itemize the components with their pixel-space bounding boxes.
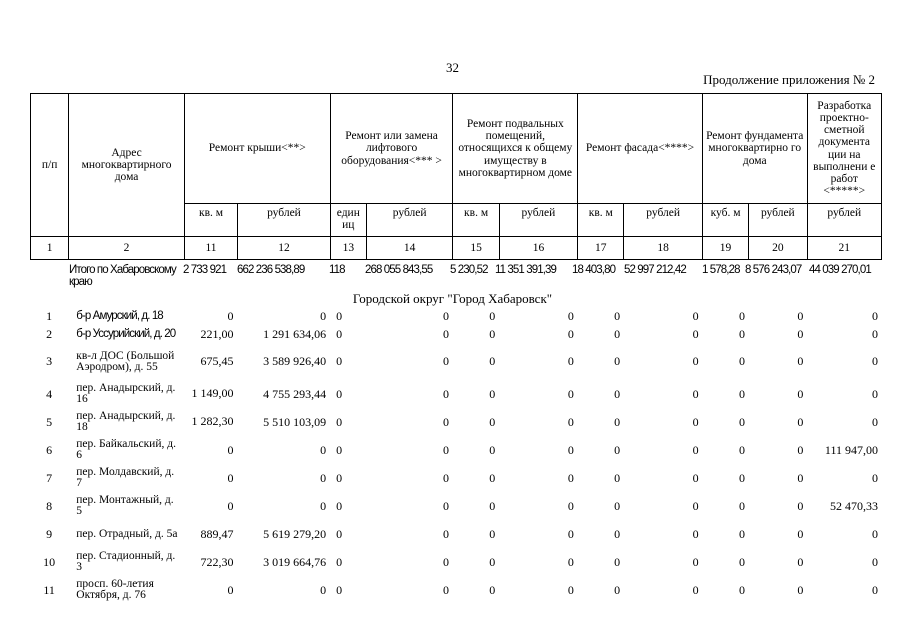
basement-rub-cell: 0 [567,326,574,341]
row-address: пер. Байкальский, д. 6 [76,438,176,461]
facade-rub-cell: 0 [692,526,699,541]
foundation-rub-cell: 0 [797,414,804,429]
roof-qty-cell: 722,30 [200,554,234,569]
elevator-rub-cell: 0 [442,554,449,569]
unit-roof-rub: рублей [238,204,331,237]
design-rub-cell: 0 [872,470,878,485]
page-number: 32 [446,60,459,75]
elevator-rub-cell: 0 [442,414,449,429]
roof-rub-cell: 3 019 664,76 [263,554,327,569]
column-number: 17 [578,237,624,260]
header-design: Разработка проектно-сметной документа ции на выполнени е работ <*****> [807,94,882,204]
foundation-qty-cell: 0 [738,442,745,457]
facade-qty-cell: 0 [614,554,621,569]
roof-qty-cell: 889,47 [200,526,234,541]
unit-elevator-rub: рублей [366,204,453,237]
basement-qty-cell: 0 [489,554,496,569]
design-rub-cell: 0 [872,554,878,569]
elevator-qty-cell: 0 [336,354,343,368]
section-title: Городской округ "Город Хабаровск" [352,291,553,306]
row-number: 11 [43,582,55,597]
total-facade-rub: 52 997 212,42 [624,264,686,276]
facade-rub-cell: 0 [692,470,699,485]
unit-foundation-rub: рублей [749,204,807,237]
column-number: 19 [702,237,748,260]
foundation-qty-cell: 0 [738,498,745,513]
roof-rub-cell: 1 291 634,06 [263,326,327,341]
foundation-qty-cell: 0 [738,308,745,323]
row-number: 5 [46,414,53,429]
basement-rub-cell: 0 [567,414,574,429]
row-address: пер. Анадырский, д. 16 [76,382,176,405]
foundation-qty-cell: 0 [738,386,745,401]
row-address: пер. Стадионный, д. 3 [76,550,176,573]
unit-design-rub: рублей [807,204,882,237]
table-row [30,548,882,576]
elevator-qty-cell: 0 [336,308,343,323]
roof-qty-cell: 0 [227,442,234,457]
basement-rub-cell: 0 [567,442,574,457]
design-rub-cell: 0 [872,526,878,541]
column-number: 20 [749,237,807,260]
header-table [30,93,882,260]
facade-qty-cell: 0 [614,326,621,341]
roof-qty-cell: 675,45 [200,354,234,368]
facade-rub-cell: 0 [692,554,699,569]
basement-qty-cell: 0 [489,414,496,429]
design-rub-cell: 52 470,33 [830,498,878,513]
roof-rub-cell: 0 [320,470,327,485]
foundation-qty-cell: 0 [738,326,745,341]
roof-rub-cell: 0 [320,582,327,597]
basement-qty-cell: 0 [489,326,496,341]
elevator-rub-cell: 0 [442,526,449,541]
column-number: 18 [624,237,702,260]
elevator-rub-cell: 0 [442,326,449,341]
row-number: 1 [46,308,53,323]
header-col-no: п/п [31,94,69,237]
total-design-rub: 44 039 270,01 [809,264,871,276]
row-number: 6 [46,442,53,457]
row-address: б-р Уссурийский, д. 20 [76,327,176,340]
basement-qty-cell: 0 [489,498,496,513]
foundation-rub-cell: 0 [797,386,804,401]
basement-qty-cell: 0 [489,526,496,541]
design-rub-cell: 0 [872,582,878,597]
row-number: 4 [46,386,53,401]
roof-rub-cell: 5 510 103,09 [263,414,327,429]
basement-rub-cell: 0 [567,386,574,401]
basement-qty-cell: 0 [489,386,496,401]
foundation-rub-cell: 0 [797,326,804,341]
row-number: 2 [46,326,53,341]
basement-rub-cell: 0 [567,554,574,569]
basement-rub-cell: 0 [567,354,574,368]
basement-qty-cell: 0 [489,582,496,597]
total-roof-qty: 2 733 921 [183,264,227,276]
roof-qty-cell: 0 [227,470,234,485]
design-rub-cell: 0 [872,308,878,323]
basement-qty-cell: 0 [489,354,496,368]
basement-rub-cell: 0 [567,582,574,597]
foundation-qty-cell: 0 [738,554,745,569]
facade-rub-cell: 0 [692,442,699,457]
elevator-qty-cell: 0 [336,582,343,597]
elevator-qty-cell: 0 [336,470,343,485]
table-row [30,343,882,380]
total-basement-rub: 11 351 391,39 [495,264,556,276]
elevator-qty-cell: 0 [336,526,343,541]
roof-rub-cell: 0 [320,498,327,513]
design-rub-cell: 111 947,00 [824,442,878,457]
basement-rub-cell: 0 [567,470,574,485]
row-number: 10 [43,554,56,569]
roof-qty-cell: 0 [227,308,234,323]
basement-qty-cell: 0 [489,308,496,323]
roof-qty-cell: 0 [227,498,234,513]
roof-qty-cell: 0 [227,582,234,597]
foundation-rub-cell: 0 [797,470,804,485]
elevator-rub-cell: 0 [442,442,449,457]
table-row [30,492,882,520]
roof-rub-cell: 5 619 279,20 [263,526,327,541]
total-elevator-rub: 268 055 843,55 [365,264,433,276]
foundation-rub-cell: 0 [797,354,804,368]
table-row [30,307,882,325]
unit-facade-rub: рублей [624,204,702,237]
elevator-qty-cell: 0 [336,386,343,401]
facade-rub-cell: 0 [692,354,699,368]
design-rub-cell: 0 [872,354,878,368]
facade-rub-cell: 0 [692,326,699,341]
elevator-qty-cell: 0 [336,414,343,429]
facade-qty-cell: 0 [614,498,621,513]
column-number: 11 [184,237,237,260]
foundation-rub-cell: 0 [797,582,804,597]
roof-rub-cell: 3 589 926,40 [263,354,327,368]
elevator-rub-cell: 0 [442,386,449,401]
table-row [30,408,882,436]
column-number: 16 [499,237,577,260]
foundation-rub-cell: 0 [797,308,804,323]
column-number: 13 [330,237,366,260]
basement-qty-cell: 0 [489,442,496,457]
elevator-rub-cell: 0 [442,470,449,485]
basement-rub-cell: 0 [567,498,574,513]
header-col-address: Адрес многоквартирного дома [69,94,185,237]
foundation-qty-cell: 0 [738,354,745,368]
header-facade: Ремонт фасада<****> [578,94,703,204]
roof-rub-cell: 0 [320,308,327,323]
row-number: 3 [46,354,53,368]
row-address: просп. 60-летия Октября, д. 76 [76,578,154,601]
facade-rub-cell: 0 [692,414,699,429]
table-row [30,520,882,548]
facade-qty-cell: 0 [614,414,621,429]
foundation-rub-cell: 0 [797,498,804,513]
total-elevator-qty: 118 [329,264,345,276]
table-row [30,436,882,464]
elevator-rub-cell: 0 [442,354,449,368]
unit-roof-qty: кв. м [184,204,237,237]
row-address: пер. Анадырский, д. 18 [76,410,176,433]
column-number: 12 [238,237,331,260]
row-number: 7 [46,470,53,485]
roof-qty-cell: 1 282,30 [191,414,234,429]
facade-rub-cell: 0 [692,386,699,401]
data-table [30,307,882,604]
table-row [30,325,882,343]
elevator-qty-cell: 0 [336,554,343,569]
unit-basement-rub: рублей [499,204,577,237]
unit-foundation-qty: куб. м [702,204,748,237]
facade-qty-cell: 0 [614,582,621,597]
total-foundation-rub: 8 576 243,07 [745,264,802,276]
row-address: пер. Отрадный, д. 5а [76,527,178,540]
unit-facade-qty: кв. м [578,204,624,237]
column-number: 21 [807,237,882,260]
foundation-rub-cell: 0 [797,526,804,541]
facade-qty-cell: 0 [614,354,621,368]
row-address: пер. Монтажный, д. 5 [76,494,174,517]
elevator-qty-cell: 0 [336,498,343,513]
elevator-qty-cell: 0 [336,442,343,457]
column-number: 15 [453,237,499,260]
header-foundation: Ремонт фундамента многоквартирно го дома [702,94,807,204]
facade-rub-cell: 0 [692,308,699,323]
basement-rub-cell: 0 [567,308,574,323]
appendix-note: Продолжение приложения № 2 [703,72,875,87]
basement-rub-cell: 0 [567,526,574,541]
row-address: б-р Амурский, д. 18 [76,309,163,322]
facade-qty-cell: 0 [614,526,621,541]
row-address: кв-л ДОС (Большой Аэродром), д. 55 [76,349,175,373]
table-row [30,464,882,492]
total-label: Итого по Хабаровскому краю [69,264,176,289]
column-number: 1 [31,237,69,260]
elevator-rub-cell: 0 [442,498,449,513]
column-number: 2 [69,237,185,260]
header-basement: Ремонт подвальных помещений, относящихся к общему имуществу в многоквартирном доме [453,94,578,204]
unit-basement-qty: кв. м [453,204,499,237]
facade-qty-cell: 0 [614,386,621,401]
roof-qty-cell: 1 149,00 [191,386,234,401]
design-rub-cell: 0 [872,414,878,429]
facade-rub-cell: 0 [692,582,699,597]
foundation-qty-cell: 0 [738,414,745,429]
foundation-qty-cell: 0 [738,470,745,485]
foundation-rub-cell: 0 [797,442,804,457]
basement-qty-cell: 0 [489,470,496,485]
header-roof: Ремонт крыши<**> [184,94,330,204]
table-row [30,576,882,604]
header-elevator: Ремонт или замена лифтового оборудования<*** > [330,94,453,204]
column-number: 14 [366,237,453,260]
total-roof-rub: 662 236 538,89 [237,264,305,276]
foundation-qty-cell: 0 [738,526,745,541]
facade-qty-cell: 0 [614,442,621,457]
total-foundation-qty: 1 578,28 [702,264,740,276]
facade-qty-cell: 0 [614,308,621,323]
roof-qty-cell: 221,00 [200,326,234,341]
facade-rub-cell: 0 [692,498,699,513]
row-address: пер. Молдавский, д. 7 [76,466,175,489]
roof-rub-cell: 0 [320,442,327,457]
elevator-rub-cell: 0 [442,582,449,597]
elevator-rub-cell: 0 [442,308,449,323]
foundation-qty-cell: 0 [738,582,745,597]
total-facade-qty: 18 403,80 [572,264,616,276]
elevator-qty-cell: 0 [336,326,343,341]
row-number: 9 [46,526,53,541]
total-basement-qty: 5 230,52 [450,264,488,276]
table-row [30,380,882,408]
foundation-rub-cell: 0 [797,554,804,569]
unit-elevator-qty: един иц [330,204,366,237]
design-rub-cell: 0 [872,386,878,401]
row-number: 8 [46,498,53,513]
roof-rub-cell: 4 755 293,44 [263,386,327,401]
design-rub-cell: 0 [872,326,878,341]
facade-qty-cell: 0 [614,470,621,485]
